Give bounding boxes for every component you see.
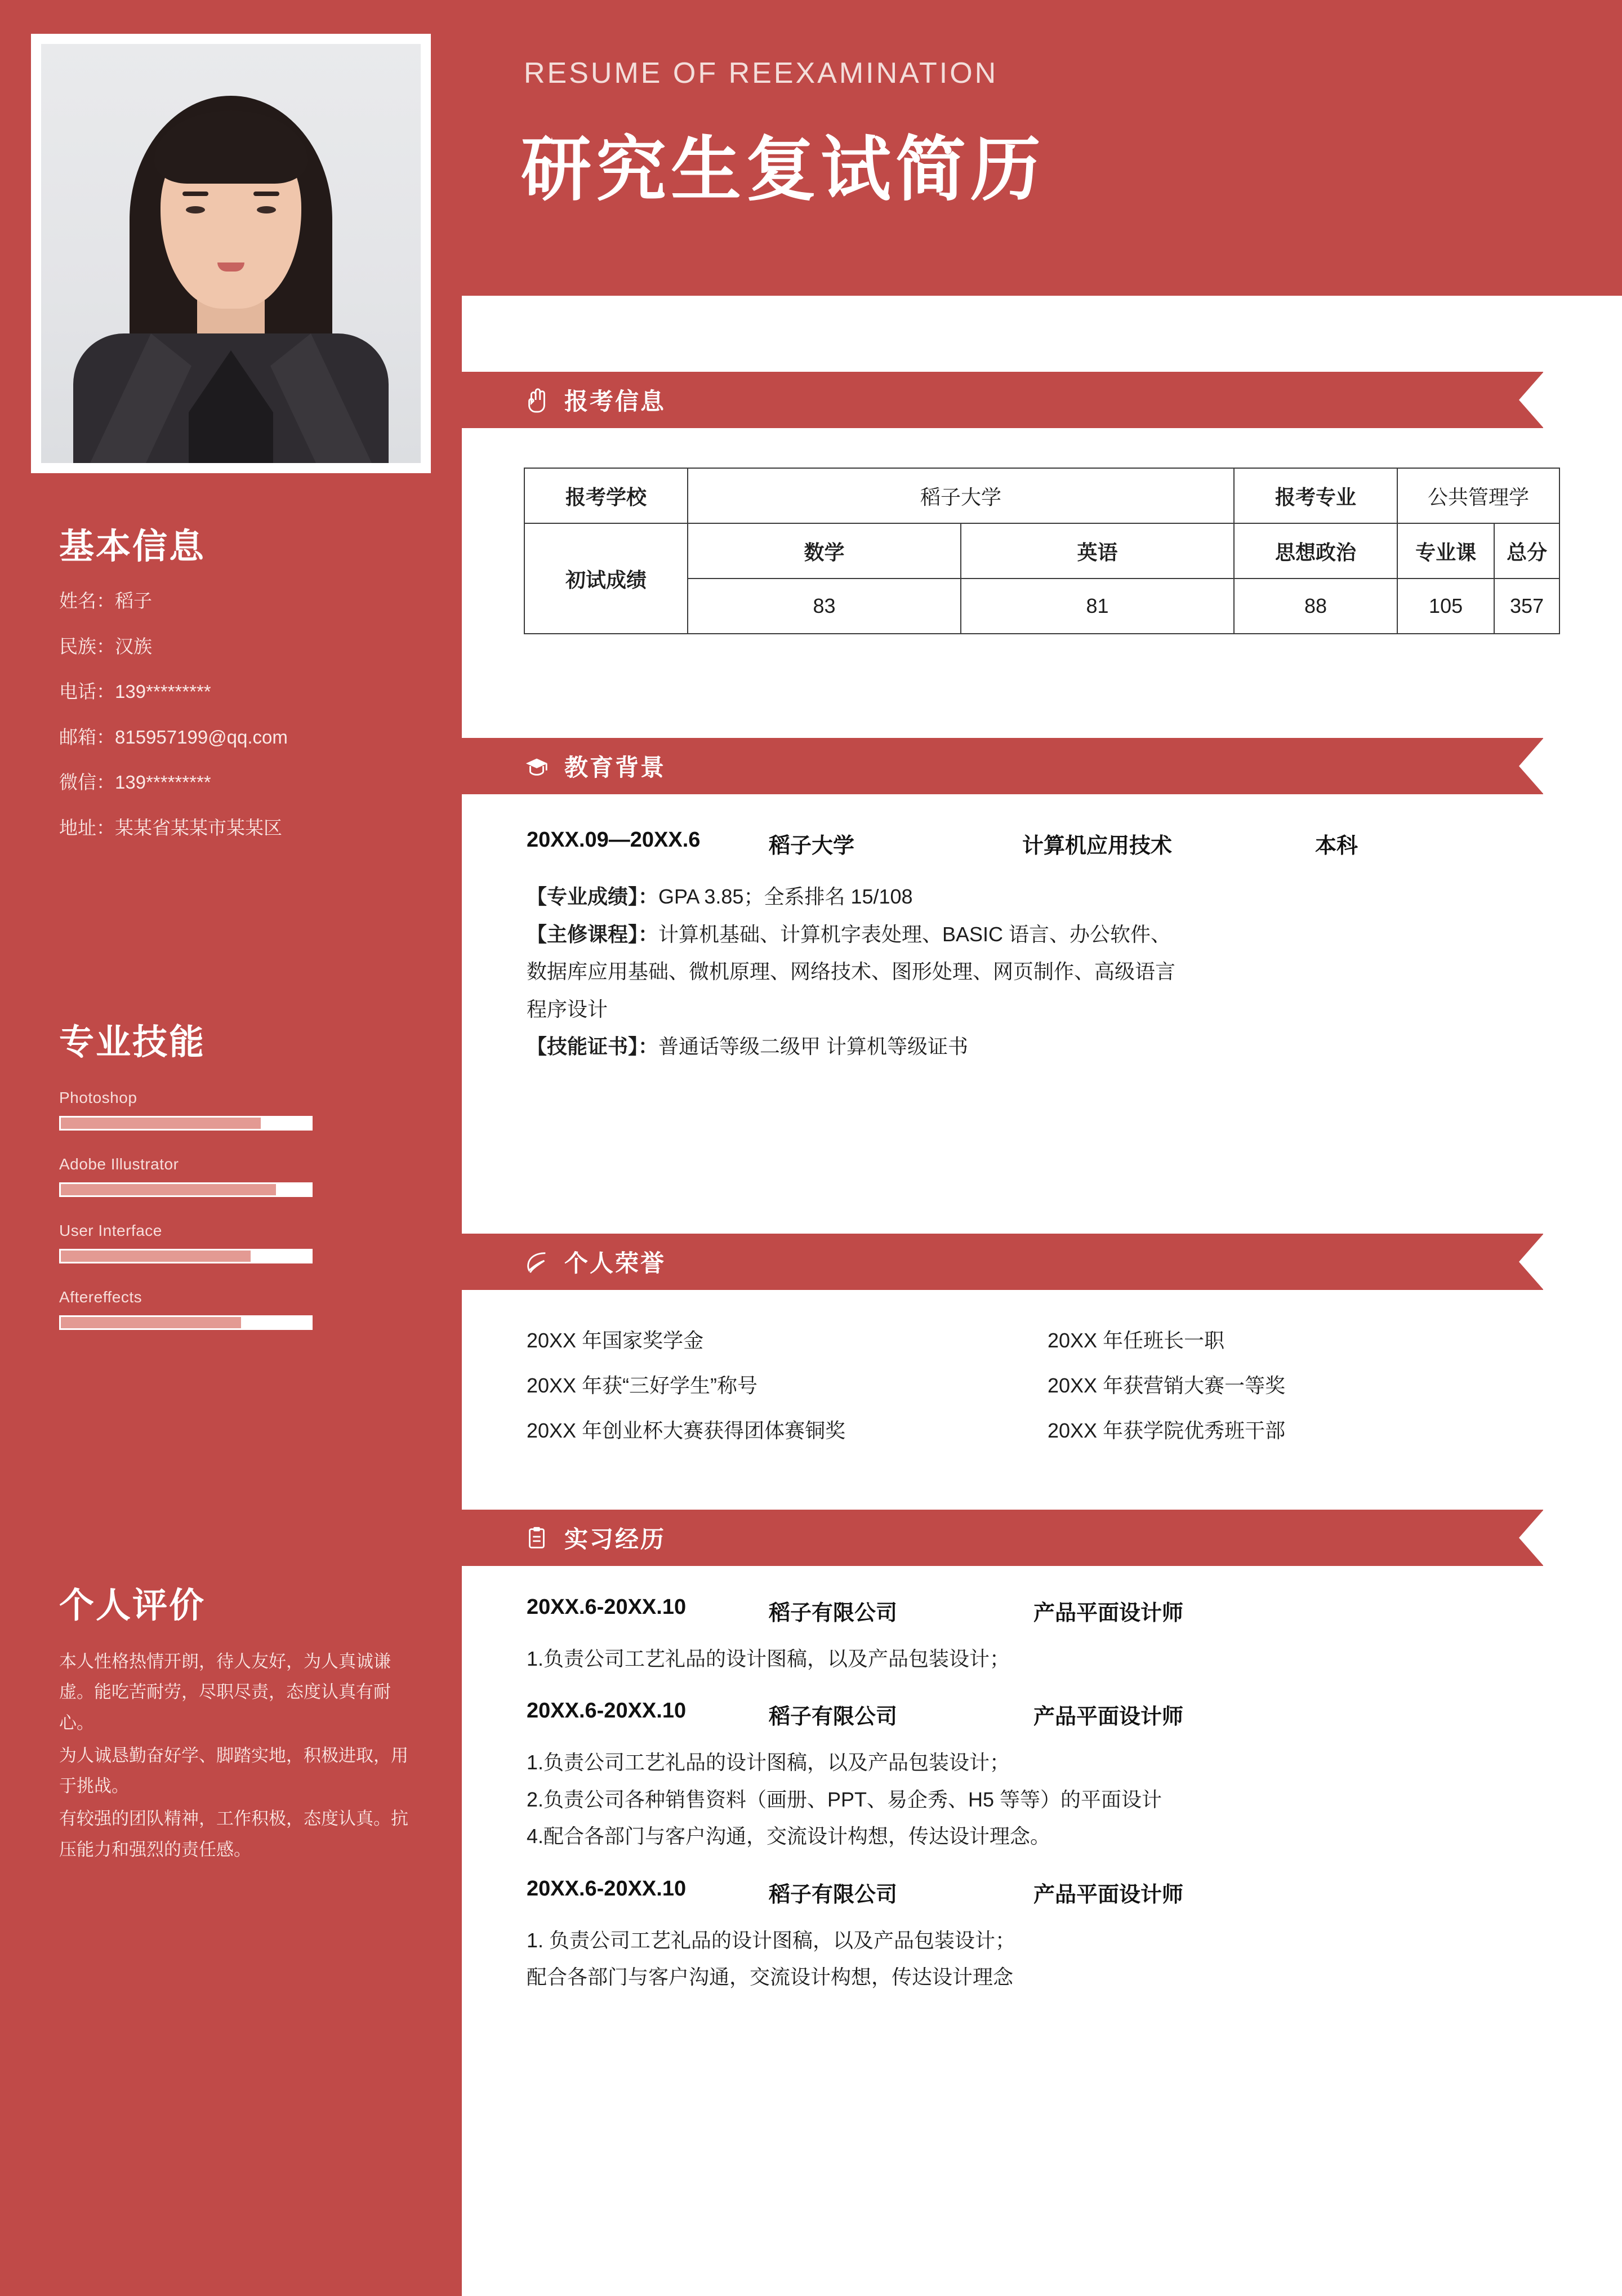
education-major: 计算机应用技术 bbox=[1022, 834, 1173, 858]
education-detail-line bbox=[527, 991, 1568, 1029]
header-english-title: RESUME OF REEXAMINATION bbox=[524, 57, 999, 90]
job-duty: 2.负责公司各种销售资料（画册、PPT、易企秀、H5 等等）的平面设计 bbox=[527, 1787, 1162, 1811]
education-detail-text: 普通话等级二级甲 计算机等级证书 bbox=[658, 1035, 969, 1058]
evaluation-paragraph: 本人性格热情开朗，待人友好，为人真诚谦虚。能吃苦耐劳，尽职尽责，态度认真有耐心。 bbox=[59, 1652, 391, 1733]
basic-info-list bbox=[59, 589, 431, 840]
sidebar bbox=[0, 0, 462, 2296]
section-header-apply bbox=[462, 372, 1543, 428]
page-title: 研究生复试简历 bbox=[521, 131, 1045, 209]
list-item: 20XX 年任班长一职 bbox=[1048, 1329, 1225, 1352]
section-title: 报考信息 bbox=[564, 388, 666, 415]
basic-info-block bbox=[59, 518, 431, 861]
section-title: 教育背景 bbox=[564, 754, 666, 781]
list-item: 民族：汉族 bbox=[59, 635, 152, 657]
education-detail-text: GPA 3.85；全系排名 15/108 bbox=[658, 885, 913, 908]
job-duty: 4.配合各部门与客户沟通，交流设计构想，传达设计理念。 bbox=[527, 1825, 1051, 1848]
job-role: 产品平面设计师 bbox=[1033, 1705, 1184, 1729]
job-entry bbox=[527, 1699, 1568, 1853]
education-period: 20XX.09—20XX.6 bbox=[527, 828, 701, 852]
skills-title: 专业技能 bbox=[59, 1023, 206, 1062]
header-banner bbox=[462, 0, 1622, 296]
job-company: 稻子有限公司 bbox=[769, 1601, 898, 1625]
list-item: 20XX 年创业杯大赛获得团体赛铜奖 bbox=[527, 1419, 846, 1442]
education-detail-line bbox=[527, 916, 1568, 954]
cell-subject: 思想政治 bbox=[1234, 523, 1397, 579]
education-detail-label: 【主修课程】： bbox=[527, 922, 659, 946]
job-period: 20XX.6-20XX.10 bbox=[527, 1595, 687, 1619]
list-item: 地址：某某省某某市某某区 bbox=[59, 817, 282, 838]
section-title: 个人荣誉 bbox=[564, 1250, 666, 1276]
education-headline bbox=[527, 828, 1568, 859]
table-row bbox=[524, 523, 1559, 579]
skill-item bbox=[59, 1222, 431, 1263]
leaf-icon bbox=[524, 1249, 550, 1275]
cell-score: 88 bbox=[1234, 579, 1397, 634]
cell-subject: 数学 bbox=[688, 523, 961, 579]
list-item: 20XX 年国家奖学金 bbox=[527, 1329, 704, 1352]
basic-info-title: 基本信息 bbox=[59, 527, 206, 566]
skill-item bbox=[59, 1089, 431, 1131]
skill-label: Adobe Illustrator bbox=[59, 1155, 179, 1173]
skill-label: Photoshop bbox=[59, 1089, 137, 1106]
job-duty: 1.负责公司工艺礼品的设计图稿，以及产品包装设计； bbox=[527, 1647, 1010, 1670]
job-duty: 1.负责公司工艺礼品的设计图稿，以及产品包装设计； bbox=[527, 1751, 1010, 1774]
clipboard-icon bbox=[524, 1525, 550, 1551]
job-company: 稻子有限公司 bbox=[769, 1705, 898, 1729]
education-detail-label: 【技能证书】： bbox=[527, 1035, 659, 1058]
skill-progress-bar bbox=[59, 1116, 313, 1131]
job-period: 20XX.6-20XX.10 bbox=[527, 1699, 687, 1723]
list-item: 微信：139********* bbox=[59, 772, 211, 793]
education-detail-line bbox=[527, 1028, 1568, 1066]
main-content bbox=[462, 0, 1622, 2296]
evaluation-paragraph: 有较强的团队精神，工作积极，态度认真。抗压能力和强烈的责任感。 bbox=[59, 1809, 408, 1859]
education-school: 稻子大学 bbox=[769, 834, 855, 858]
list-item: 姓名：稻子 bbox=[59, 590, 152, 611]
section-header-internship bbox=[462, 1510, 1543, 1566]
list-item: 20XX 年获“三好学生”称号 bbox=[527, 1374, 758, 1397]
cell-subject: 总分 bbox=[1494, 523, 1559, 579]
job-entry bbox=[527, 1877, 1568, 1994]
cell-score: 83 bbox=[688, 579, 961, 634]
skill-item bbox=[59, 1155, 431, 1197]
graduation-cap-icon bbox=[524, 753, 550, 779]
evaluation-block bbox=[59, 1577, 431, 1867]
cell-school-label: 报考学校 bbox=[524, 468, 688, 523]
list-item: 电话：139********* bbox=[59, 681, 211, 702]
skill-progress-bar bbox=[59, 1249, 313, 1263]
education-detail-text: 数据库应用基础、微机原理、网络技术、图形处理、网页制作、高级语言 bbox=[527, 960, 1176, 984]
internship-body bbox=[527, 1572, 1568, 1997]
education-body bbox=[527, 828, 1568, 1066]
evaluation-text bbox=[59, 1647, 414, 1865]
honors-body bbox=[527, 1318, 1568, 1453]
skill-label: User Interface bbox=[59, 1222, 162, 1239]
skill-label: Aftereffects bbox=[59, 1288, 142, 1306]
cell-subject: 英语 bbox=[961, 523, 1234, 579]
cell-school-value: 稻子大学 bbox=[688, 468, 1234, 523]
education-degree: 本科 bbox=[1315, 834, 1358, 858]
job-company: 稻子有限公司 bbox=[769, 1883, 898, 1907]
skill-progress-bar bbox=[59, 1315, 313, 1330]
evaluation-paragraph: 为人诚恳勤奋好学、脚踏实地，积极进取，用于挑战。 bbox=[59, 1745, 408, 1796]
portrait-photo bbox=[41, 44, 421, 463]
hand-icon bbox=[524, 387, 550, 413]
cell-score: 357 bbox=[1494, 579, 1559, 634]
job-period: 20XX.6-20XX.10 bbox=[527, 1876, 687, 1901]
job-entry bbox=[527, 1595, 1568, 1675]
section-header-education bbox=[462, 738, 1543, 794]
education-detail-line bbox=[527, 878, 1568, 916]
cell-subject: 专业课 bbox=[1397, 523, 1494, 579]
cell-major-value: 公共管理学 bbox=[1397, 468, 1559, 523]
list-item: 20XX 年获学院优秀班干部 bbox=[1048, 1419, 1286, 1442]
avatar bbox=[31, 34, 431, 473]
evaluation-title: 个人评价 bbox=[59, 1586, 206, 1625]
cell-score: 105 bbox=[1397, 579, 1494, 634]
job-duty: 1. 负责公司工艺礼品的设计图稿，以及产品包装设计； bbox=[527, 1928, 1016, 1952]
section-title: 实习经历 bbox=[564, 1526, 666, 1552]
list-item: 20XX 年获营销大赛一等奖 bbox=[1048, 1374, 1286, 1397]
section-header-honors bbox=[462, 1234, 1543, 1290]
list-item: 邮箱：815957199@qq.com bbox=[59, 726, 288, 747]
education-detail-text: 程序设计 bbox=[527, 997, 608, 1021]
skill-progress-bar bbox=[59, 1182, 313, 1197]
skill-item bbox=[59, 1288, 431, 1330]
job-duty: 配合各部门与客户沟通，交流设计构想，传达设计理念 bbox=[527, 1965, 1014, 1988]
apply-info-table bbox=[524, 468, 1560, 634]
job-role: 产品平面设计师 bbox=[1033, 1883, 1184, 1907]
job-role: 产品平面设计师 bbox=[1033, 1601, 1184, 1625]
cell-score: 81 bbox=[961, 579, 1234, 634]
education-detail-line bbox=[527, 953, 1568, 991]
education-detail-text: 计算机基础、计算机字表处理、BASIC 语言、办公软件、 bbox=[658, 922, 1171, 946]
cell-score-label: 初试成绩 bbox=[524, 523, 688, 634]
table-row bbox=[524, 468, 1559, 523]
skills-block bbox=[59, 1014, 431, 1330]
education-detail-label: 【专业成绩】： bbox=[527, 885, 659, 908]
cell-major-label: 报考专业 bbox=[1234, 468, 1397, 523]
